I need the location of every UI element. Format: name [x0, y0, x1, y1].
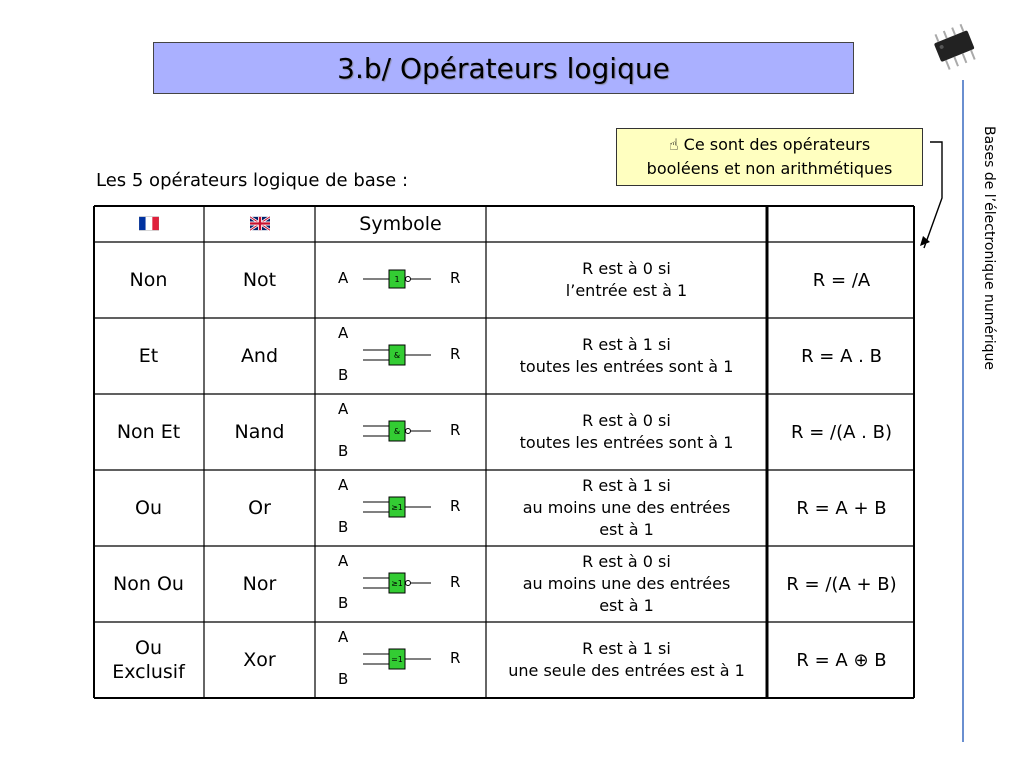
input-pin-a: A	[338, 400, 349, 418]
input-pin-b: B	[338, 670, 349, 688]
row-gate-symbol	[315, 622, 486, 698]
row-french-name	[93, 242, 204, 318]
formula-text: R = /(A . B)	[791, 421, 892, 443]
english-name: Nor	[242, 573, 277, 595]
english-name: And	[240, 345, 279, 367]
output-pin-r: R	[450, 573, 461, 591]
input-pin-b: B	[338, 594, 349, 612]
english-name: Xor	[243, 649, 276, 671]
french-name: Ou Exclusif	[112, 637, 185, 683]
row-description	[486, 318, 767, 394]
row-description	[486, 546, 767, 622]
row-english-name	[204, 318, 315, 394]
row-english-name	[204, 394, 315, 470]
gate-label: &	[393, 427, 401, 436]
row-formula	[769, 394, 914, 470]
output-pin-r: R	[450, 649, 461, 667]
description-line: R est à 1 si	[582, 476, 671, 495]
intro-text: Les 5 opérateurs logique de base :	[96, 170, 409, 191]
description-line: toutes les entrées sont à 1	[519, 357, 734, 376]
french-flag-icon	[139, 216, 159, 231]
row-english-name	[204, 242, 315, 318]
inverter-bubble	[406, 429, 411, 434]
description-line: l’entrée est à 1	[565, 281, 688, 300]
french-name: Non Et	[116, 421, 181, 443]
row-formula	[769, 242, 914, 318]
input-pin-b: B	[338, 518, 349, 536]
description-line: au moins une des entrées	[522, 574, 731, 593]
english-name: Or	[248, 497, 271, 519]
slide-title	[153, 42, 854, 94]
inverter-bubble	[406, 581, 411, 586]
note-line-1: ☝ Ce sont des opérateurs	[668, 135, 871, 154]
formula-text: R = A . B	[801, 345, 882, 367]
formula-text: R = /(A + B)	[786, 573, 897, 595]
english-name: Nand	[234, 421, 285, 443]
input-pin-b: B	[338, 442, 349, 460]
note-line-2: booléens et non arithmétiques	[646, 159, 893, 178]
gate-label: 1	[394, 275, 400, 284]
output-pin-r: R	[450, 345, 461, 363]
gate-label: =1	[391, 655, 403, 664]
description-line: R est à 0 si	[582, 552, 671, 571]
input-pin-a: A	[338, 324, 349, 342]
slide-title-text: 3.b/ Opérateurs logique	[337, 51, 670, 85]
description-line: R est à 0 si	[582, 259, 671, 278]
row-gate-symbol	[315, 242, 486, 318]
row-formula	[769, 546, 914, 622]
french-name: Et	[138, 345, 159, 367]
side-label: Bases de l’électronique numérique	[981, 126, 997, 371]
row-french-name	[93, 470, 204, 546]
row-french-name	[93, 622, 204, 698]
description-line: au moins une des entrées	[522, 498, 731, 517]
french-name: Non Ou	[113, 573, 184, 595]
header-symbol-label: Symbole	[359, 212, 442, 235]
logic-operators-table	[93, 205, 916, 699]
french-name: Ou	[135, 497, 162, 519]
note-arrow	[920, 140, 976, 250]
note-box	[616, 128, 923, 186]
row-gate-symbol	[315, 394, 486, 470]
description-line: R est à 1 si	[582, 639, 671, 658]
input-pin-b: B	[338, 366, 349, 384]
row-description	[486, 622, 767, 698]
header-uk-flag	[204, 205, 315, 246]
row-french-name	[93, 546, 204, 622]
formula-text: R = A + B	[796, 497, 887, 519]
row-formula	[769, 622, 914, 698]
row-description	[486, 470, 767, 546]
row-english-name	[204, 622, 315, 698]
inverter-bubble	[406, 277, 411, 282]
uk-flag-icon	[250, 216, 270, 231]
output-pin-r: R	[450, 497, 461, 515]
output-pin-r: R	[450, 269, 461, 287]
formula-text: R = /A	[812, 269, 871, 291]
row-gate-symbol	[315, 470, 486, 546]
description-line: R est à 1 si	[582, 335, 671, 354]
row-formula	[769, 318, 914, 394]
row-french-name	[93, 318, 204, 394]
header-french-flag	[93, 205, 204, 246]
gate-label: &	[393, 351, 401, 360]
gate-label: ≥1	[391, 503, 403, 512]
output-pin-r: R	[450, 421, 461, 439]
row-english-name	[204, 470, 315, 546]
row-french-name	[93, 394, 204, 470]
input-pin-a: A	[338, 269, 349, 287]
description-line: est à 1	[599, 520, 654, 539]
description-line: est à 1	[599, 596, 654, 615]
row-description	[486, 394, 767, 470]
row-gate-symbol	[315, 318, 486, 394]
input-pin-a: A	[338, 628, 349, 646]
chip-icon	[927, 22, 983, 74]
gate-label: ≥1	[391, 579, 403, 588]
french-name: Non	[129, 269, 168, 291]
row-english-name	[204, 546, 315, 622]
row-formula	[769, 470, 914, 546]
description-line: une seule des entrées est à 1	[508, 661, 745, 680]
header-symbol	[315, 205, 486, 242]
input-pin-a: A	[338, 476, 349, 494]
description-line: R est à 0 si	[582, 411, 671, 430]
row-description	[486, 242, 767, 318]
input-pin-a: A	[338, 552, 349, 570]
description-line: toutes les entrées sont à 1	[519, 433, 734, 452]
row-gate-symbol	[315, 546, 486, 622]
formula-text: R = A ⊕ B	[796, 649, 887, 671]
english-name: Not	[242, 269, 277, 291]
